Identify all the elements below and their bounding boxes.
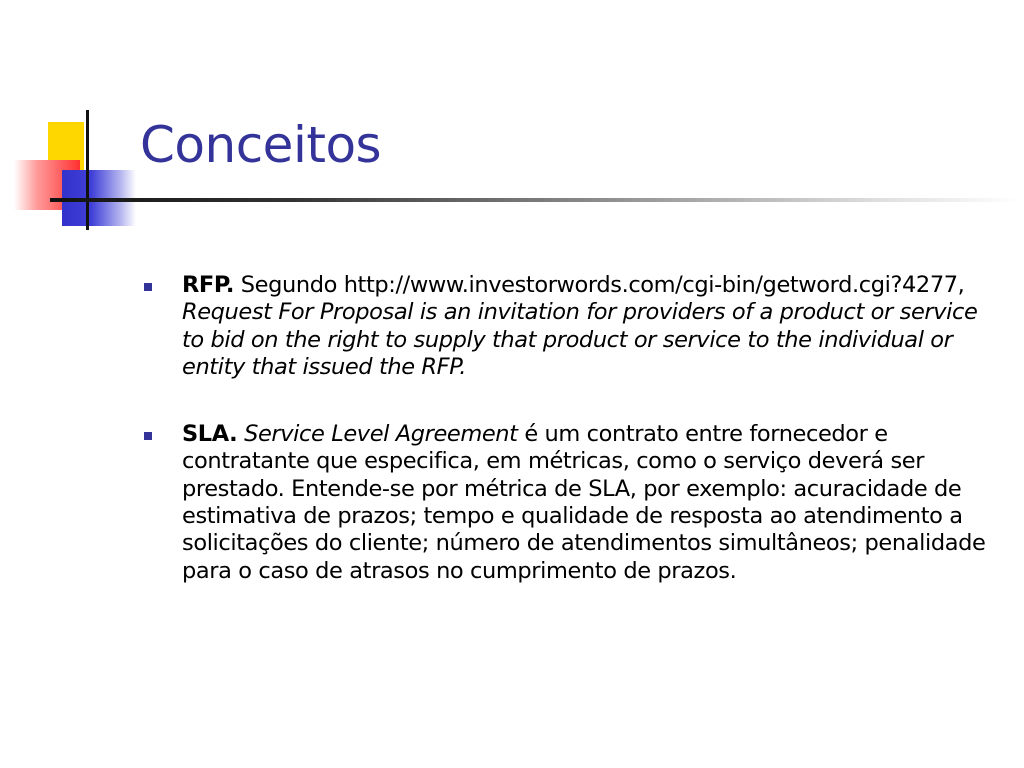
term-rfp: RFP. (182, 272, 235, 298)
logo-vertical-line (86, 110, 89, 230)
bullet-square-icon (144, 432, 152, 440)
rfp-definition: Request For Proposal is an invitation for providers of a product or service to bid on the right to supply that product or service to the individual or entity that issued the RFP. (182, 299, 978, 380)
rfp-source-text: Segundo http://www.investorwords.com/cgi-bin/getword.cgi?4277, (234, 272, 965, 298)
sla-definition: é um contrato entre fornecedor e contratante que especifica, em métricas, como o serviço deverá ser prestado. Entende-se por métrica de SLA, por exemplo: acuracidade de estimativa de prazos; tempo e qualidade de resposta ao atendimento a solicitações do cliente; número de atendimentos simultâneos; penalidade para o caso de atrasos no cumprimento de prazos. (182, 421, 986, 584)
sla-full-name: Service Level Agreement (244, 421, 518, 448)
term-sla: SLA. (182, 421, 238, 448)
bullet-square-icon (144, 283, 152, 291)
page-title: Conceitos (140, 116, 382, 174)
bullet-item-rfp (138, 272, 998, 381)
bullet-list (138, 272, 998, 585)
title-underline (50, 198, 1020, 202)
bullet-item-sla (138, 421, 998, 585)
